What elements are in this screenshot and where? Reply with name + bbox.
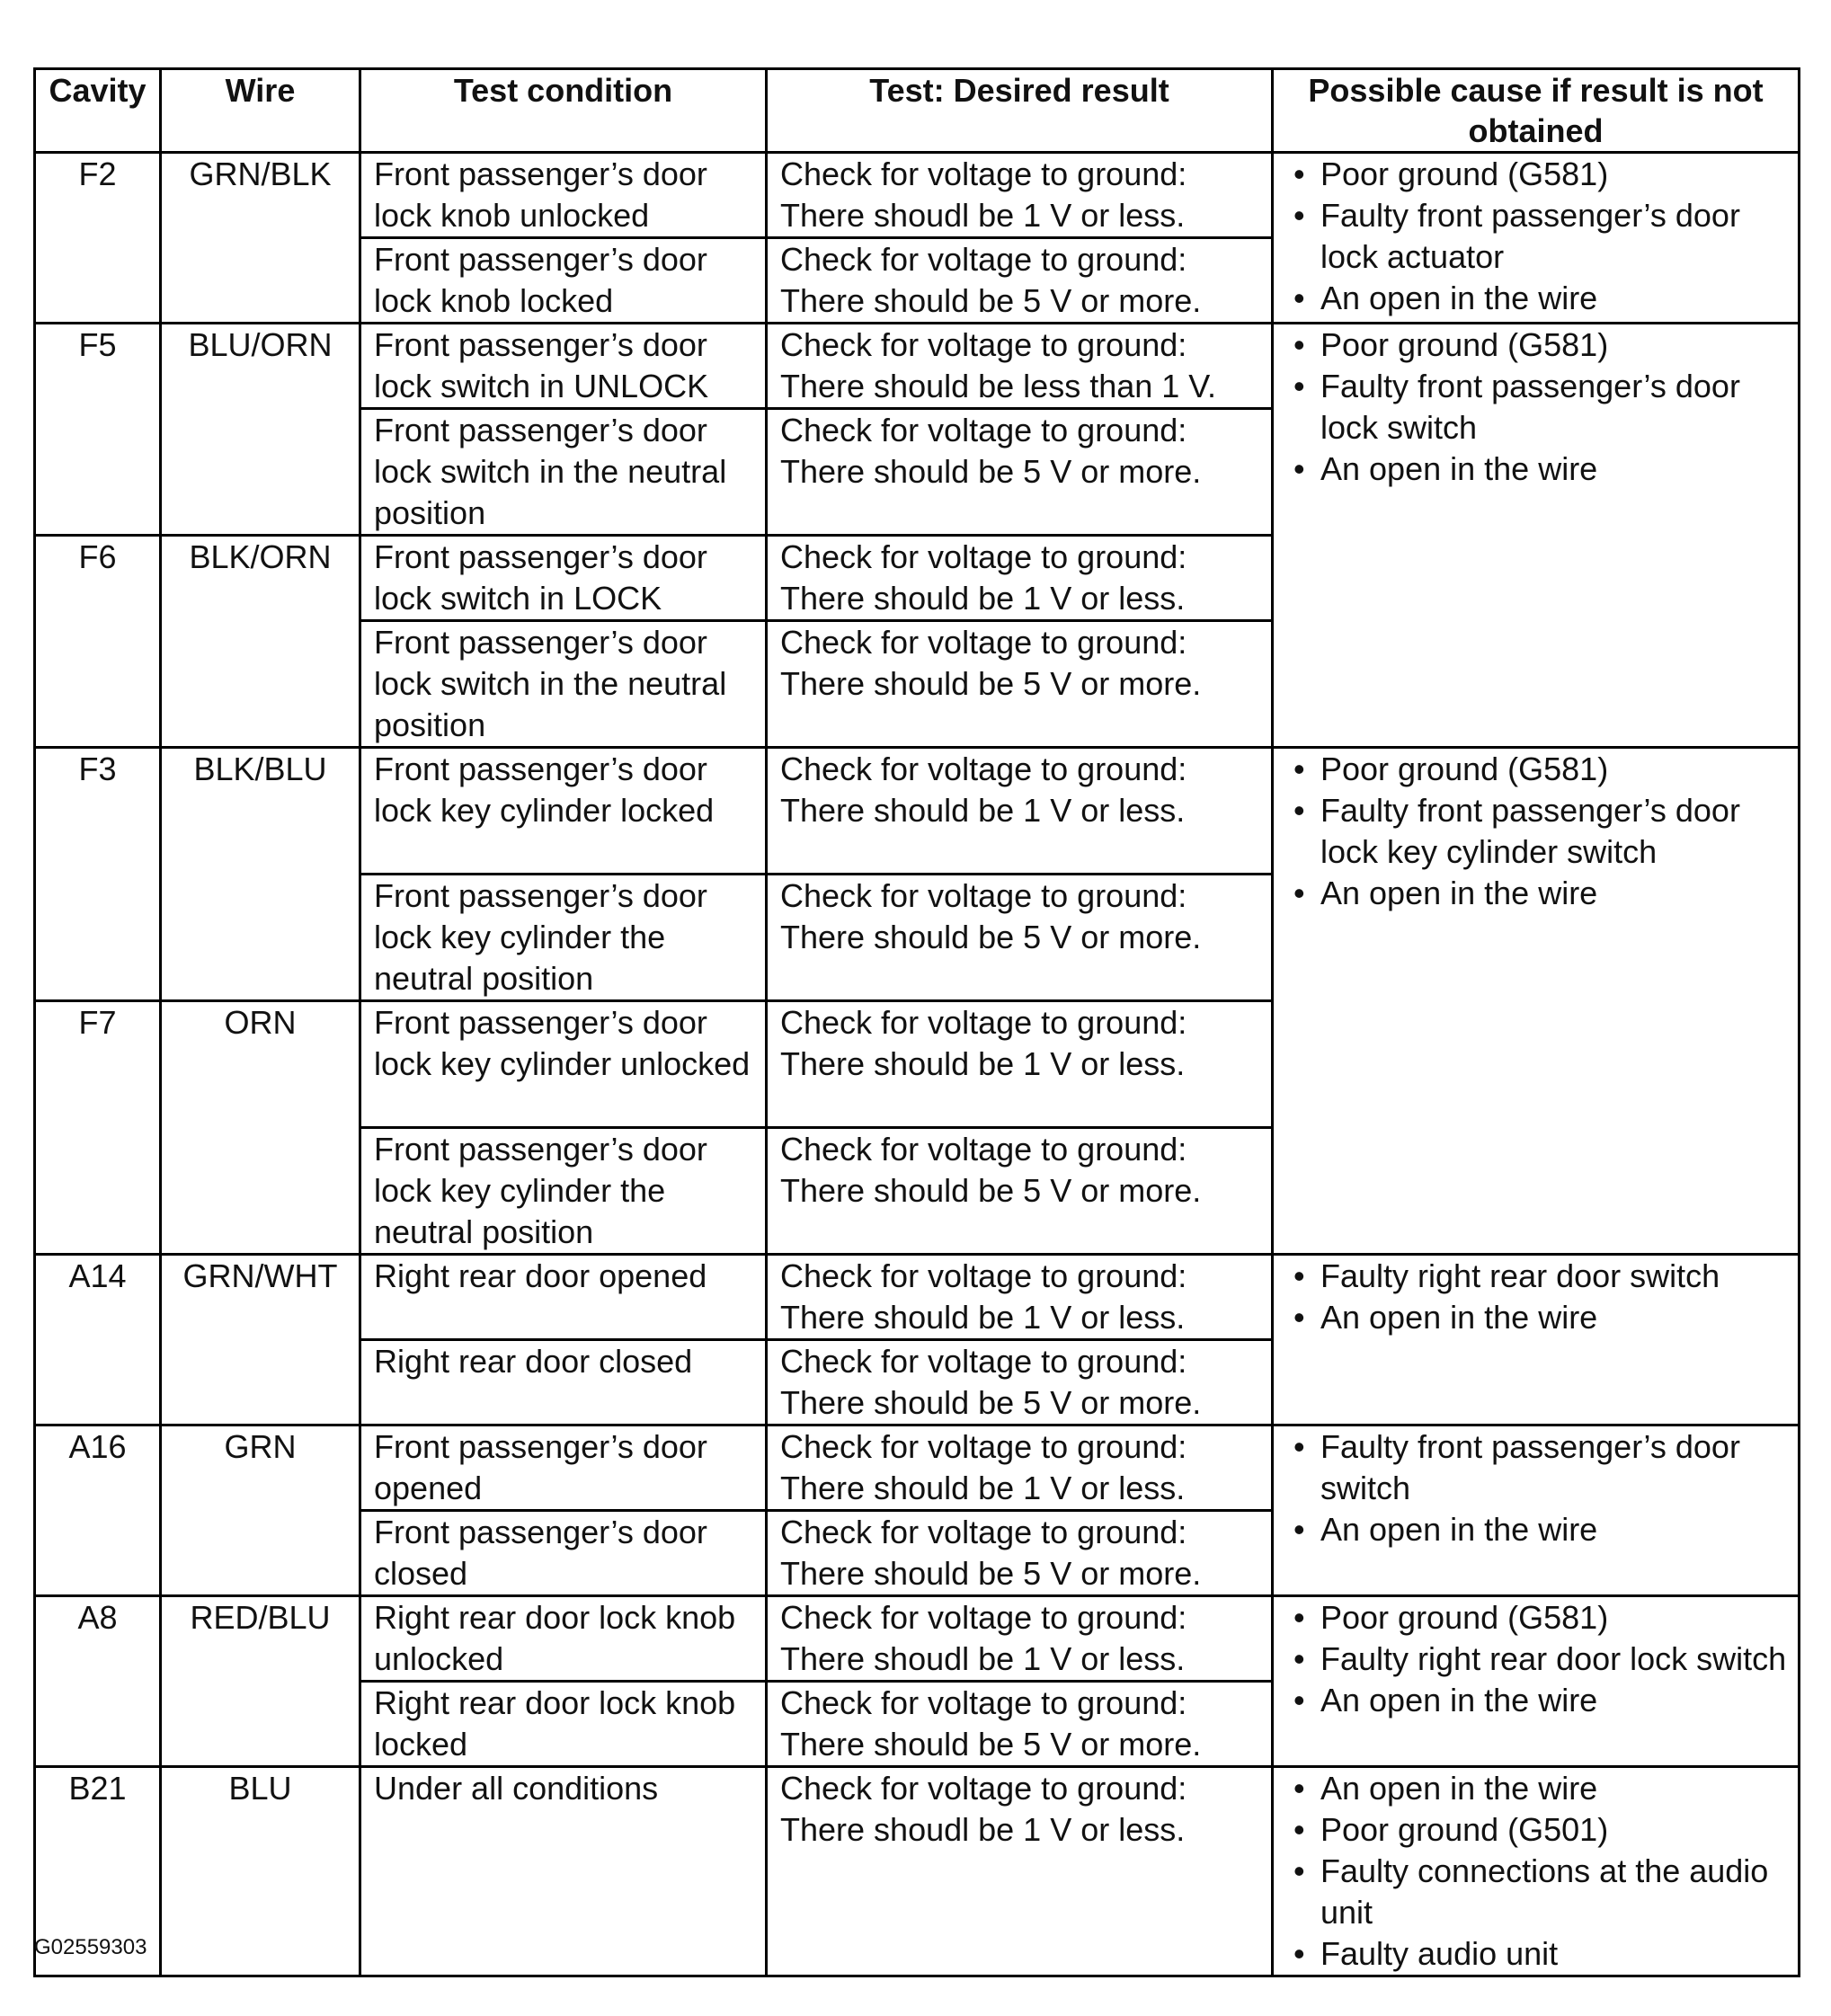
cause-item: • An open in the wire xyxy=(1290,1768,1789,1809)
condition-cell: Under all conditions xyxy=(360,1767,767,1976)
condition-cell: Front passenger’s door lock switch in UNLOCK xyxy=(360,324,767,409)
cause-item: • Faulty right rear door lock switch xyxy=(1290,1639,1789,1680)
cause-item: • An open in the wire xyxy=(1290,873,1789,914)
wire-cell: BLU xyxy=(161,1767,360,1976)
condition-cell: Front passenger’s door lock key cylinder the neutral position xyxy=(360,1128,767,1255)
cause-cell xyxy=(1273,1767,1800,1976)
cause-item: • Poor ground (G581) xyxy=(1290,154,1789,195)
header-possible-cause: Possible cause if result is not obtained xyxy=(1273,69,1800,153)
result-cell: Check for voltage to ground: There should be 5 V or more. xyxy=(767,1682,1273,1767)
result-cell: Check for voltage to ground: There should be 1 V or less. xyxy=(767,1425,1273,1511)
table-row xyxy=(35,1767,1800,1976)
diagnostic-table xyxy=(33,67,1800,1977)
cause-item: • Poor ground (G581) xyxy=(1290,749,1789,790)
cause-list xyxy=(1290,749,1789,914)
table-row xyxy=(35,1255,1800,1340)
cavity-cell: F3 xyxy=(35,748,161,1001)
result-cell: Check for voltage to ground: There should be 5 V or more. xyxy=(767,875,1273,1001)
cavity-cell: B21 xyxy=(35,1767,161,1976)
condition-cell: Front passenger’s door lock knob locked xyxy=(360,238,767,324)
table-row xyxy=(35,153,1800,238)
condition-cell: Right rear door lock knob unlocked xyxy=(360,1596,767,1682)
result-cell: Check for voltage to ground: There should be 1 V or less. xyxy=(767,748,1273,875)
condition-cell: Front passenger’s door lock key cylinder locked xyxy=(360,748,767,875)
cause-item: • An open in the wire xyxy=(1290,448,1789,490)
result-cell: Check for voltage to ground: There should be 1 V or less. xyxy=(767,536,1273,621)
result-cell: Check for voltage to ground: There should be 5 V or more. xyxy=(767,1340,1273,1425)
table-row xyxy=(35,1596,1800,1682)
cause-cell xyxy=(1273,748,1800,1255)
table-row xyxy=(35,748,1800,875)
cause-item: • Poor ground (G581) xyxy=(1290,1597,1789,1639)
header-desired-result: Test: Desired result xyxy=(767,69,1273,153)
cause-item: • An open in the wire xyxy=(1290,278,1789,319)
wire-cell: GRN xyxy=(161,1425,360,1596)
cause-item: • An open in the wire xyxy=(1290,1509,1789,1550)
cause-item: • Faulty audio unit xyxy=(1290,1933,1789,1975)
condition-cell: Right rear door closed xyxy=(360,1340,767,1425)
cause-cell xyxy=(1273,324,1800,748)
cause-item: • Faulty front passenger’s door lock key cylinder switch xyxy=(1290,790,1789,873)
table-row xyxy=(35,1425,1800,1511)
cavity-cell: F6 xyxy=(35,536,161,748)
result-cell: Check for voltage to ground: There shoudl be 1 V or less. xyxy=(767,1596,1273,1682)
cause-list xyxy=(1290,1768,1789,1975)
cause-item: • An open in the wire xyxy=(1290,1297,1789,1338)
cause-list xyxy=(1290,324,1789,490)
condition-cell: Front passenger’s door lock switch in the neutral position xyxy=(360,409,767,536)
result-cell: Check for voltage to ground: There should be 5 V or more. xyxy=(767,238,1273,324)
cause-item: • Poor ground (G581) xyxy=(1290,324,1789,366)
table-row xyxy=(35,324,1800,409)
cavity-cell: F2 xyxy=(35,153,161,324)
result-cell: Check for voltage to ground: There shoudl be 1 V or less. xyxy=(767,1767,1273,1976)
cause-item: • Faulty connections at the audio unit xyxy=(1290,1851,1789,1933)
cause-cell xyxy=(1273,1425,1800,1596)
wire-cell: ORN xyxy=(161,1001,360,1255)
cause-list xyxy=(1290,154,1789,319)
wire-cell: RED/BLU xyxy=(161,1596,360,1767)
header-cavity: Cavity xyxy=(35,69,161,153)
cause-cell xyxy=(1273,1596,1800,1767)
cause-cell xyxy=(1273,1255,1800,1425)
cavity-cell: A16 xyxy=(35,1425,161,1596)
cause-item: • Faulty front passenger’s door lock switch xyxy=(1290,366,1789,448)
cause-list xyxy=(1290,1256,1789,1338)
condition-cell: Front passenger’s door closed xyxy=(360,1511,767,1596)
condition-cell: Front passenger’s door opened xyxy=(360,1425,767,1511)
figure-id: G02559303 xyxy=(34,1935,147,1959)
condition-cell: Right rear door opened xyxy=(360,1255,767,1340)
result-cell: Check for voltage to ground: There should be 5 V or more. xyxy=(767,621,1273,748)
result-cell: Check for voltage to ground: There should be 1 V or less. xyxy=(767,1255,1273,1340)
cause-item: • An open in the wire xyxy=(1290,1680,1789,1721)
header-row xyxy=(35,69,1800,153)
header-test-condition: Test condition xyxy=(360,69,767,153)
wire-cell: BLU/ORN xyxy=(161,324,360,536)
wire-cell: BLK/BLU xyxy=(161,748,360,1001)
cavity-cell: A14 xyxy=(35,1255,161,1425)
cause-item: • Faulty front passenger’s door switch xyxy=(1290,1426,1789,1509)
result-cell: Check for voltage to ground: There should be 5 V or more. xyxy=(767,1128,1273,1255)
condition-cell: Front passenger’s door lock key cylinder the neutral position xyxy=(360,875,767,1001)
result-cell: Check for voltage to ground: There shoudl be 1 V or less. xyxy=(767,153,1273,238)
result-cell: Check for voltage to ground: There should be less than 1 V. xyxy=(767,324,1273,409)
wire-cell: GRN/WHT xyxy=(161,1255,360,1425)
cause-list xyxy=(1290,1597,1789,1721)
wire-cell: BLK/ORN xyxy=(161,536,360,748)
header-wire: Wire xyxy=(161,69,360,153)
result-cell: Check for voltage to ground: There should be 5 V or more. xyxy=(767,409,1273,536)
condition-cell: Front passenger’s door lock switch in the neutral position xyxy=(360,621,767,748)
cavity-cell: F7 xyxy=(35,1001,161,1255)
cause-item: • Faulty right rear door switch xyxy=(1290,1256,1789,1297)
condition-cell: Front passenger’s door lock knob unlocked xyxy=(360,153,767,238)
cause-item: • Faulty front passenger’s door lock actuator xyxy=(1290,195,1789,278)
wire-cell: GRN/BLK xyxy=(161,153,360,324)
cause-cell xyxy=(1273,153,1800,324)
condition-cell: Front passenger’s door lock switch in LOCK xyxy=(360,536,767,621)
cavity-cell: A8 xyxy=(35,1596,161,1767)
cause-item: • Poor ground (G501) xyxy=(1290,1809,1789,1851)
cavity-cell: F5 xyxy=(35,324,161,536)
result-cell: Check for voltage to ground: There should be 1 V or less. xyxy=(767,1001,1273,1128)
result-cell: Check for voltage to ground: There should be 5 V or more. xyxy=(767,1511,1273,1596)
cause-list xyxy=(1290,1426,1789,1550)
condition-cell: Front passenger’s door lock key cylinder unlocked xyxy=(360,1001,767,1128)
condition-cell: Right rear door lock knob locked xyxy=(360,1682,767,1767)
